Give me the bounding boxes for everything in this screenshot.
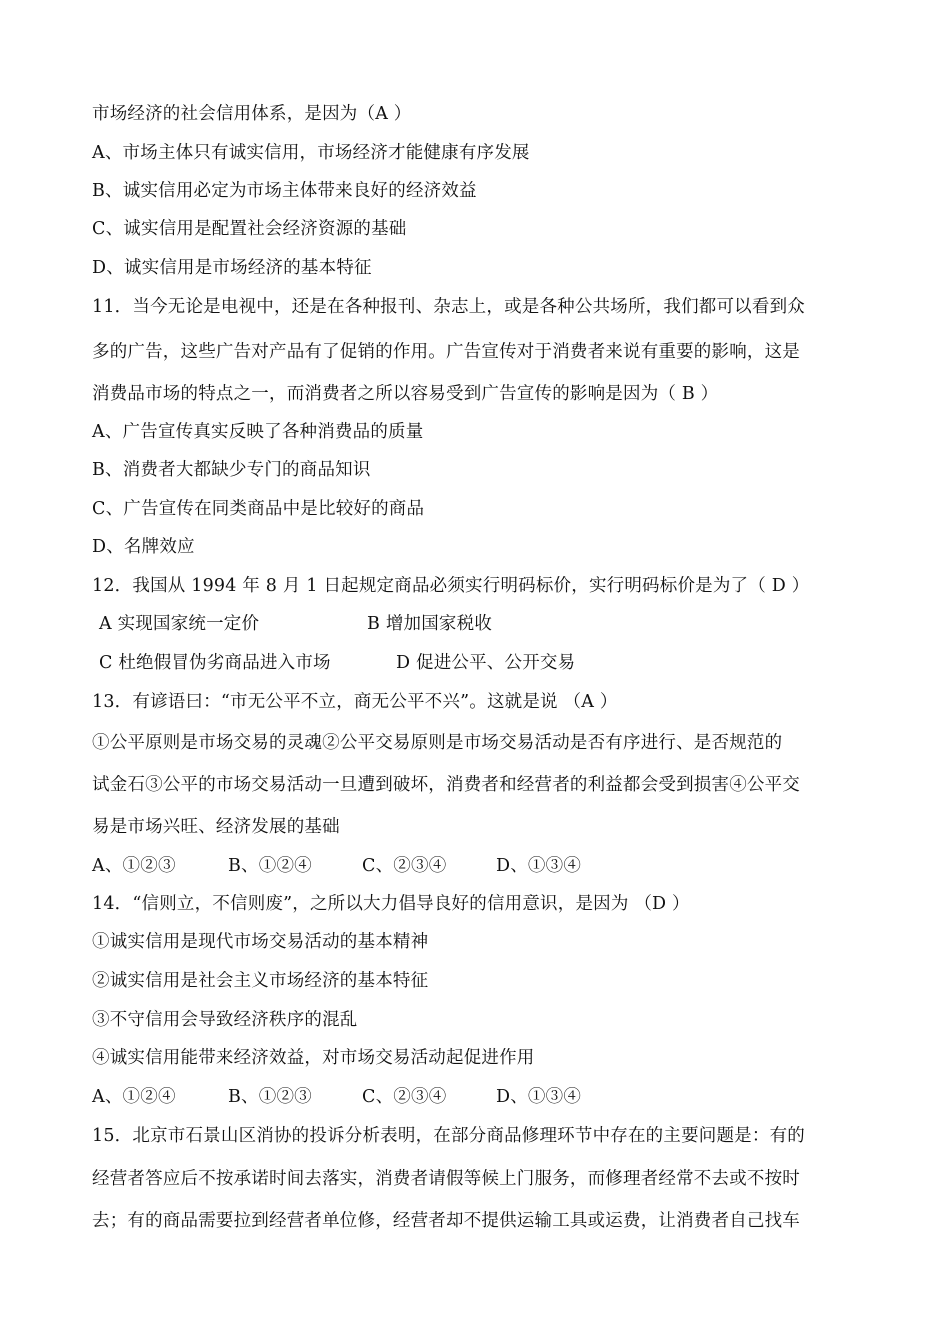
q10-option-c: C、诚实信用是配置社会经济资源的基础 [92, 219, 407, 239]
q11-stem-line-1: 11．当今无论是电视中，还是在各种报刊、杂志上，或是各种公共场所，我们都可以看到众 [92, 297, 805, 317]
q12-options-row-2 [99, 651, 899, 675]
q13-statements-line-2: 试金石③公平的市场交易活动一旦遭到破坏，消费者和经营者的利益都会受到损害④公平交 [92, 775, 800, 795]
q11-stem-line-3: 消费品市场的特点之一，而消费者之所以容易受到广告宣传的影响是因为（ B ） [92, 384, 719, 404]
q13-statements-line-1: ①公平原则是市场交易的灵魂②公平交易原则是市场交易活动是否有序进行、是否规范的 [92, 733, 783, 753]
q14-option-b: B、①②③ [228, 1087, 312, 1107]
q12-option-d: D 促进公平、公开交易 [396, 653, 576, 673]
q10-option-a: A、市场主体只有诚实信用，市场经济才能健康有序发展 [92, 143, 530, 163]
q15-stem-line-1: 15．北京市石景山区消协的投诉分析表明，在部分商品修理环节中存在的主要问题是：有的 [92, 1126, 805, 1146]
q14-statement-2: ②诚实信用是社会主义市场经济的基本特征 [92, 971, 429, 991]
q13-option-c: C、②③④ [362, 856, 447, 876]
q13-statements-line-3: 易是市场兴旺、经济发展的基础 [92, 817, 340, 837]
q11-option-d: D、名牌效应 [92, 537, 195, 557]
q12-option-b: B 增加国家税收 [367, 614, 493, 634]
q11-stem-line-2: 多的广告，这些广告对产品有了促销的作用。广告宣传对于消费者来说有重要的影响，这是 [92, 342, 800, 362]
q15-stem-line-2: 经营者答应后不按承诺时间去落实，消费者请假等候上门服务，而修理者经常不去或不按时 [92, 1169, 800, 1189]
q14-statement-3: ③不守信用会导致经济秩序的混乱 [92, 1010, 358, 1030]
q11-option-b: B、消费者大都缺少专门的商品知识 [92, 460, 371, 480]
q13-stem: 13．有谚语曰：“市无公平不立，商无公平不兴”。这就是说 （A ） [92, 692, 618, 712]
q14-stem: 14．“信则立，不信则废”，之所以大力倡导良好的信用意识，是因为 （D ） [92, 894, 690, 914]
q13-option-b: B、①②④ [228, 856, 312, 876]
q11-option-a: A、广告宣传真实反映了各种消费品的质量 [92, 422, 424, 442]
q14-option-a: A、①②④ [92, 1087, 176, 1107]
q14-statement-1: ①诚实信用是现代市场交易活动的基本精神 [92, 932, 429, 952]
q12-option-a: A 实现国家统一定价 [99, 614, 260, 634]
q12-stem: 12．我国从 1994 年 8 月 1 日起规定商品必须实行明码标价，实行明码标价是为了（ D ） [92, 576, 810, 596]
q10-option-b: B、诚实信用必定为市场主体带来良好的经济效益 [92, 181, 477, 201]
q12-options-row-1 [99, 612, 899, 636]
q14-option-d: D、①③④ [496, 1087, 582, 1107]
q14-option-c: C、②③④ [362, 1087, 447, 1107]
q10-option-d: D、诚实信用是市场经济的基本特征 [92, 258, 372, 278]
q13-option-a: A、①②③ [92, 856, 176, 876]
q15-stem-line-3: 去；有的商品需要拉到经营者单位修，经营者却不提供运输工具或运费，让消费者自己找车 [92, 1211, 800, 1231]
q14-options [92, 1085, 892, 1109]
q13-options [92, 854, 892, 878]
q14-statement-4: ④诚实信用能带来经济效益，对市场交易活动起促进作用 [92, 1048, 535, 1068]
q12-option-c: C 杜绝假冒伪劣商品进入市场 [99, 653, 331, 673]
q13-option-d: D、①③④ [496, 856, 582, 876]
q10-stem-tail: 市场经济的社会信用体系，是因为（A ） [92, 104, 412, 124]
q11-option-c: C、广告宣传在同类商品中是比较好的商品 [92, 499, 425, 519]
